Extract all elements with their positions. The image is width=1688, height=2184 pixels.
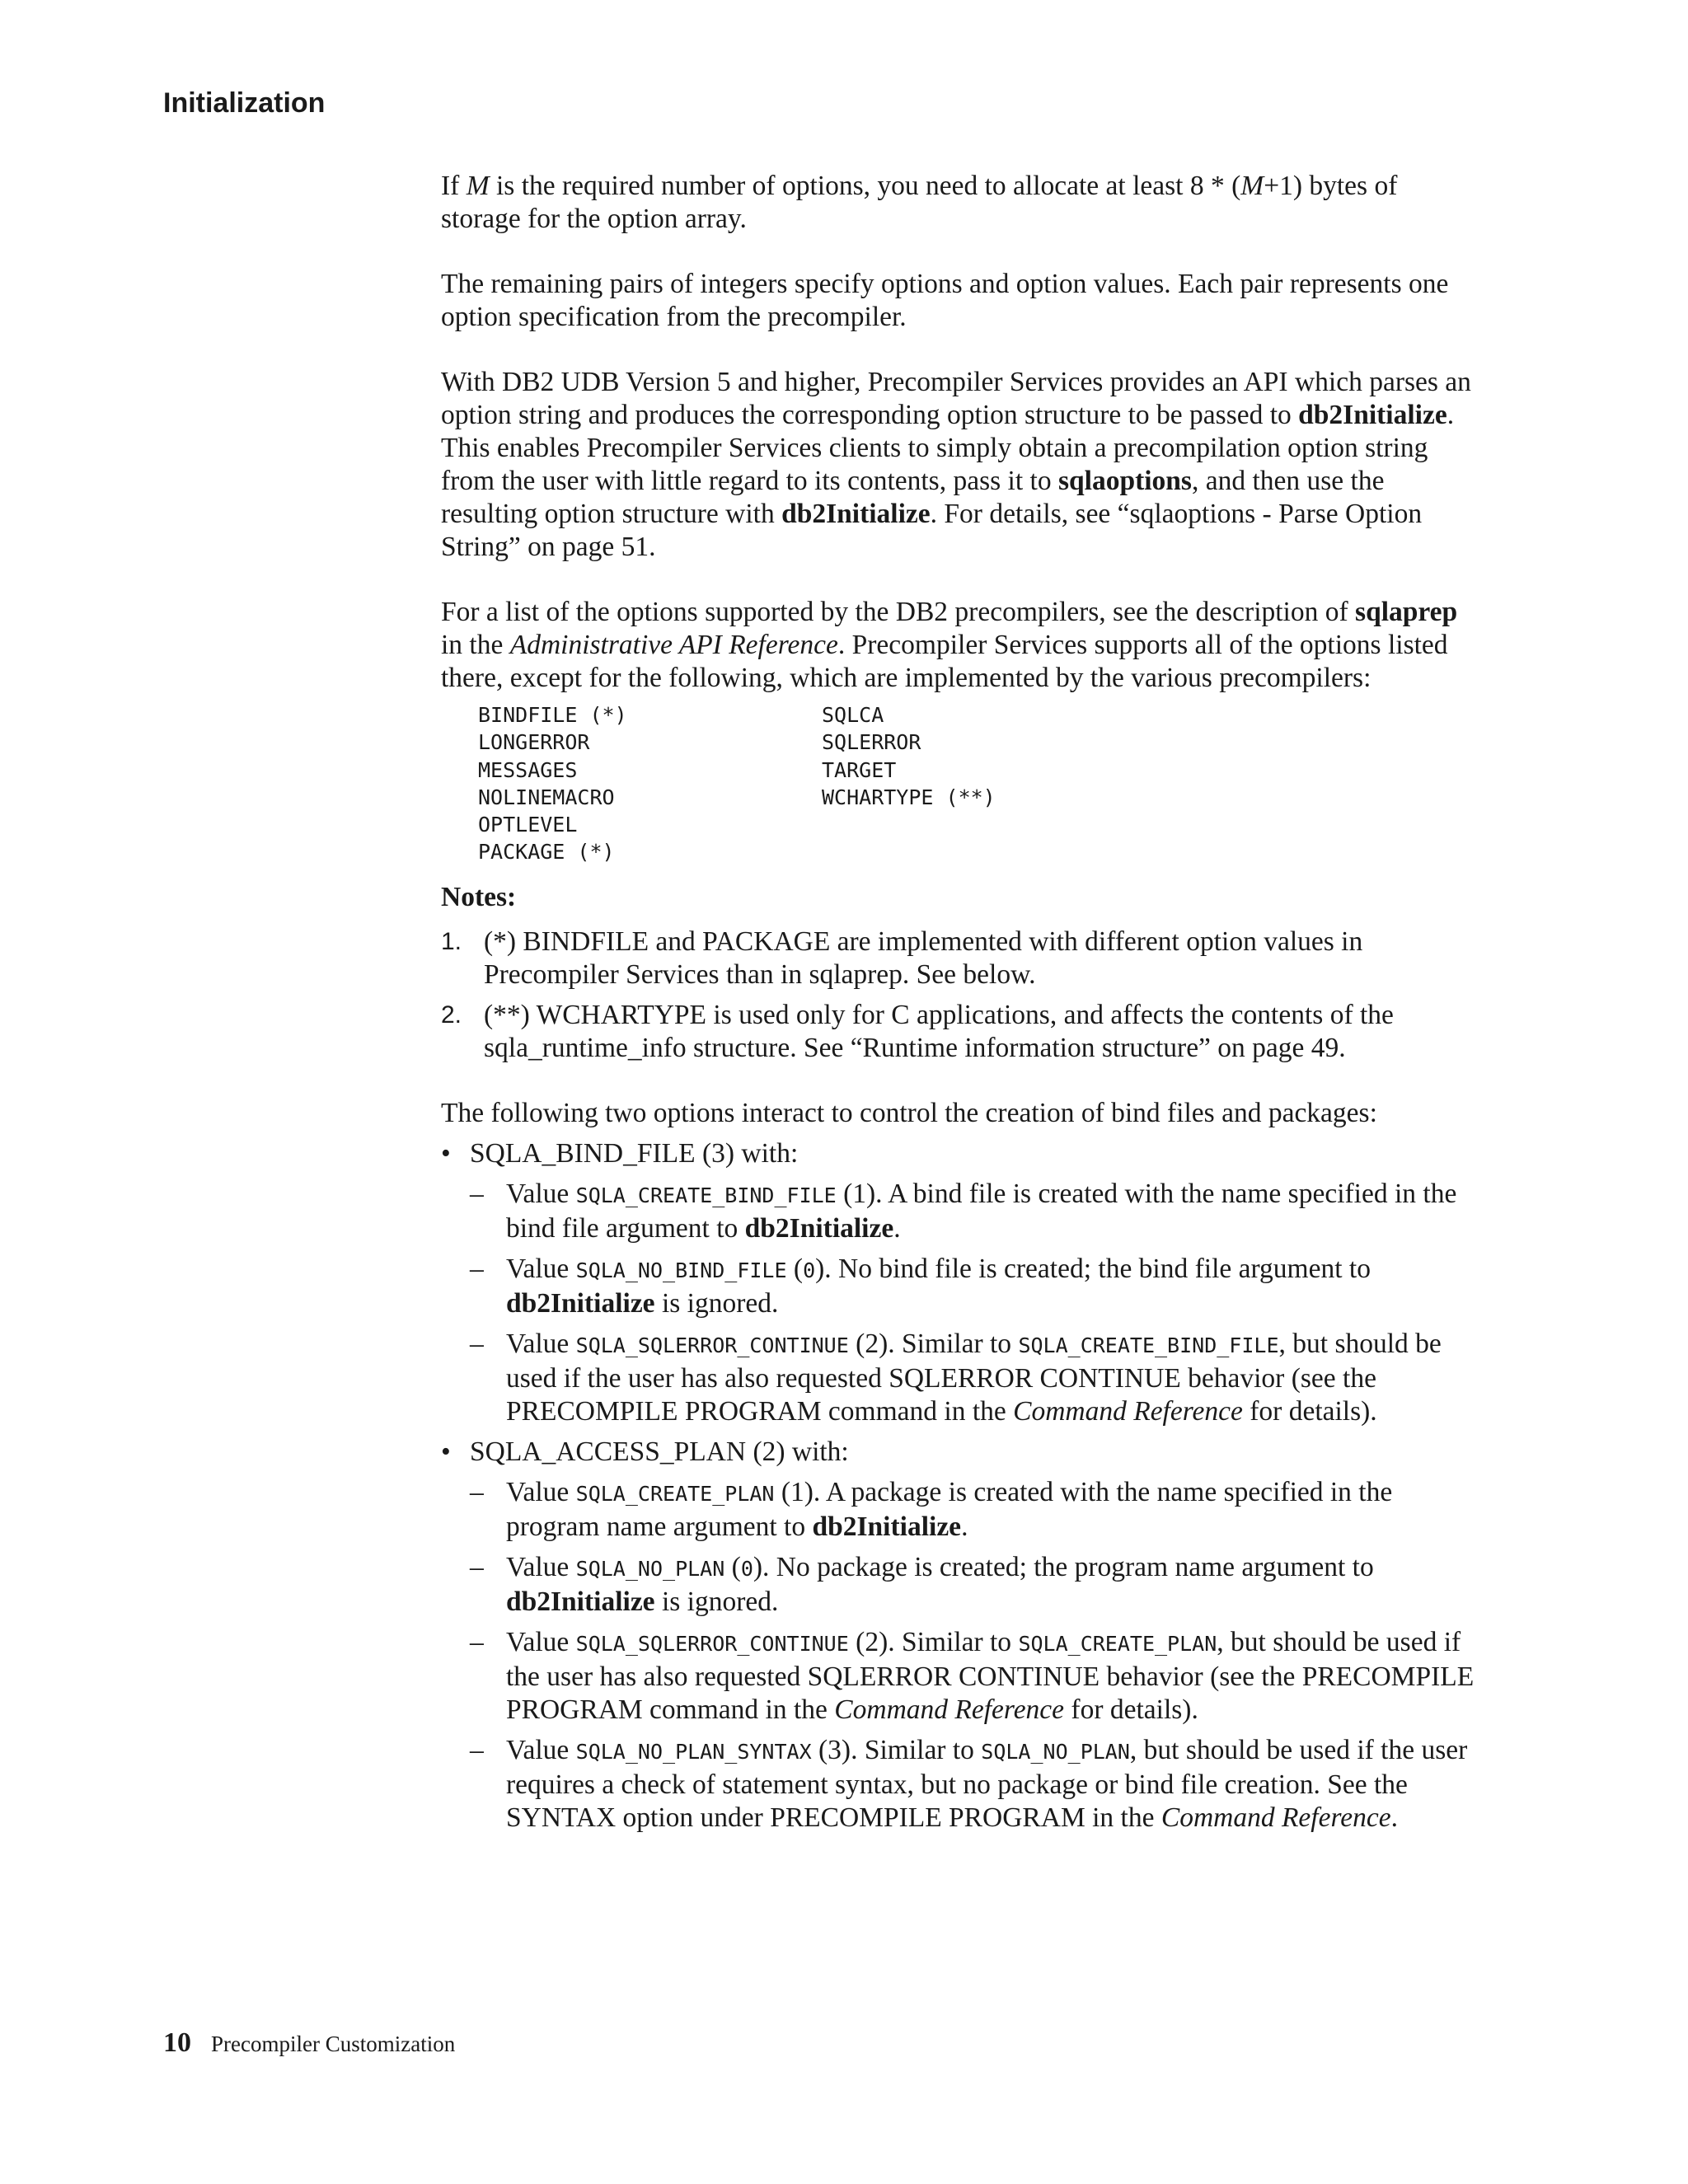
dash-item — [470, 1178, 1479, 1245]
code-constant: SQLA_SQLERROR_CONTINUE — [575, 1631, 849, 1656]
option-item: SQLERROR — [822, 730, 921, 755]
dash-item — [470, 1476, 1479, 1544]
term-bold: db2Initialize — [812, 1511, 962, 1542]
option-item: SQLCA — [822, 703, 884, 727]
dash-icon: – — [470, 1476, 484, 1507]
option-item: BINDFILE (*) — [478, 703, 627, 727]
page-footer — [163, 2027, 455, 2059]
option-item: TARGET — [822, 757, 897, 782]
code-constant: SQLA_NO_PLAN — [981, 1739, 1130, 1764]
paragraph-options-list-intro — [441, 596, 1479, 695]
book-title-italic: Command Reference — [1013, 1395, 1243, 1427]
note-item — [441, 999, 1479, 1065]
text-run: Value — [506, 1734, 576, 1765]
text-run: With DB2 UDB Version 5 and higher, Precompiler Services provides an API which parses an option string and produces the corresponding option structure to be passed to — [441, 367, 1471, 430]
math-var: M — [1240, 171, 1264, 201]
notes-list — [441, 926, 1479, 1065]
code-constant: SQLA_CREATE_PLAN — [575, 1481, 775, 1506]
code-constant: SQLA_NO_PLAN_SYNTAX — [575, 1739, 812, 1764]
term-bold: db2Initialize — [1298, 400, 1447, 430]
text-run: is ignored. — [654, 1287, 779, 1319]
term-bold: db2Initialize — [506, 1287, 655, 1319]
code-constant: SQLA_CREATE_BIND_FILE — [1018, 1333, 1279, 1357]
paragraph-bind-intro: The following two options interact to control the creation of bind files and packages: — [441, 1097, 1377, 1128]
text-run: for details). — [1242, 1395, 1377, 1427]
options-column-right — [822, 701, 1151, 866]
notes-label: Notes: — [441, 881, 517, 912]
option-item: LONGERROR — [478, 730, 590, 755]
text-run: For a list of the options supported by the DB2 precompilers, see the description of — [441, 597, 1356, 627]
code-constant: 0 — [803, 1258, 816, 1282]
text-run: is the required number of options, you need to allocate at least 8 * ( — [489, 171, 1241, 201]
book-title-italic: Command Reference — [834, 1694, 1065, 1725]
bullet-icon: • — [441, 1436, 451, 1467]
text-run: (2). Similar to — [848, 1328, 1019, 1359]
text-run: , but should be used if the user has also requested SQLERROR CONTINUE behavior (see the PRECOMPILE PROGRAM command in the — [506, 1328, 1442, 1427]
text-run: Value — [506, 1476, 576, 1507]
note-text: (*) BINDFILE and PACKAGE are implemented with different option values in Precompiler Services than in sqlaprep. See below. — [484, 926, 1363, 990]
dash-item — [470, 1551, 1479, 1619]
text-run: . For details, see “sqlaoptions - Parse Option String” on page 51. — [441, 499, 1423, 562]
book-title: Precompiler Customization — [211, 2032, 456, 2056]
text-run: Value — [506, 1253, 576, 1284]
dash-icon: – — [470, 1253, 484, 1284]
term-bold: db2Initialize — [506, 1586, 655, 1617]
dash-icon: – — [470, 1551, 484, 1582]
body-text — [441, 170, 1479, 1842]
text-run: is ignored. — [654, 1586, 779, 1617]
dash-list — [470, 1476, 1479, 1835]
option-item: OPTLEVEL — [478, 813, 578, 837]
note-number: 2. — [441, 1001, 462, 1029]
text-run: Value — [506, 1626, 576, 1657]
code-constant: SQLA_NO_BIND_FILE — [575, 1258, 787, 1282]
bullet-label: SQLA_BIND_FILE (3) with: — [470, 1137, 799, 1169]
text-run: (3). Similar to — [811, 1734, 982, 1765]
code-constant: SQLA_CREATE_BIND_FILE — [575, 1183, 837, 1207]
dash-item — [470, 1734, 1479, 1835]
text-run: , but should be used if the user requires a check of statement syntax, but no package or bind file creation. See the SYNTAX option under PRECOMPILE PROGRAM in the — [506, 1734, 1468, 1833]
option-item: WCHARTYPE (**) — [822, 785, 996, 809]
text-run: ( — [724, 1551, 741, 1582]
paragraph-storage — [441, 170, 1479, 236]
dash-item — [470, 1253, 1479, 1320]
bullet-bind-file — [441, 1137, 1479, 1428]
term-bold: sqlaprep — [1355, 597, 1458, 627]
code-constant: SQLA_NO_PLAN — [575, 1556, 725, 1581]
text-run: for details). — [1064, 1694, 1198, 1725]
bullet-access-plan — [441, 1436, 1479, 1835]
text-run: ). No bind file is created; the bind file argument to — [815, 1253, 1371, 1284]
dash-icon: – — [470, 1328, 484, 1359]
bullet-label: SQLA_ACCESS_PLAN (2) with: — [470, 1436, 849, 1467]
dash-list — [470, 1178, 1479, 1428]
text-run: ( — [786, 1253, 804, 1284]
text-run: . Precompiler Services supports all of the options listed there, except for the following, which are implemented by the various precompilers: — [441, 630, 1448, 693]
text-run: , but should be used if the user has also requested SQLERROR CONTINUE behavior (see the PRECOMPILE PROGRAM command in the — [506, 1626, 1475, 1725]
dash-icon: – — [470, 1178, 484, 1209]
paragraph-api — [441, 366, 1479, 564]
bullet-icon: • — [441, 1137, 451, 1169]
dash-item — [470, 1328, 1479, 1428]
text-run: Value — [506, 1328, 576, 1359]
options-column-left — [478, 701, 822, 866]
text-run: If — [441, 171, 467, 201]
text-run: ). No package is created; the program name argument to — [753, 1551, 1374, 1582]
math-var: M — [466, 171, 490, 201]
text-run: +1) bytes of storage for the option array. — [441, 171, 1398, 234]
text-run: (2). Similar to — [848, 1626, 1019, 1657]
text-run: . This enables Precompiler Services clients to simply obtain a precompilation option string from the user with little regard to its contents, pass it to — [441, 400, 1455, 496]
code-constant: SQLA_SQLERROR_CONTINUE — [575, 1333, 849, 1357]
dash-icon: – — [470, 1626, 484, 1657]
option-item: PACKAGE (*) — [478, 840, 615, 865]
text-run: . — [961, 1511, 968, 1542]
option-item: MESSAGES — [478, 757, 578, 782]
option-item: NOLINEMACRO — [478, 785, 615, 809]
text-run: . — [1390, 1802, 1398, 1833]
code-constant: 0 — [740, 1556, 753, 1581]
note-item — [441, 926, 1479, 991]
text-run: , and then use the resulting option structure with — [441, 466, 1385, 529]
text-run: in the — [441, 630, 510, 660]
paragraph-option-pairs: The remaining pairs of integers specify options and option values. Each pair represents one option specification from the precompiler. — [441, 269, 1449, 332]
term-bold: sqlaoptions — [1057, 466, 1192, 496]
note-number: 1. — [441, 927, 462, 955]
code-constant: SQLA_CREATE_PLAN — [1018, 1631, 1217, 1656]
page-number: 10 — [163, 2027, 191, 2058]
options-table — [478, 701, 1479, 866]
dash-icon: – — [470, 1734, 484, 1765]
book-title-italic: Command Reference — [1160, 1802, 1391, 1833]
text-run: (1). A package is created with the name specified in the program name argument to — [506, 1476, 1393, 1542]
option-bullet-list — [441, 1137, 1479, 1835]
text-run: Value — [506, 1178, 576, 1209]
text-run: . — [893, 1212, 901, 1244]
section-title: Initialization — [163, 87, 326, 119]
term-bold: db2Initialize — [744, 1212, 894, 1244]
note-text: (**) WCHARTYPE is used only for C applications, and affects the contents of the sqla_runtime_info structure. See “Runtime information structure” on page 49. — [484, 999, 1394, 1063]
term-bold: db2Initialize — [781, 499, 931, 529]
book-title-italic: Administrative API Reference — [509, 630, 838, 660]
text-run: Value — [506, 1551, 576, 1582]
text-run: (1). A bind file is created with the name specified in the bind file argument to — [506, 1178, 1457, 1244]
dash-item — [470, 1626, 1479, 1727]
